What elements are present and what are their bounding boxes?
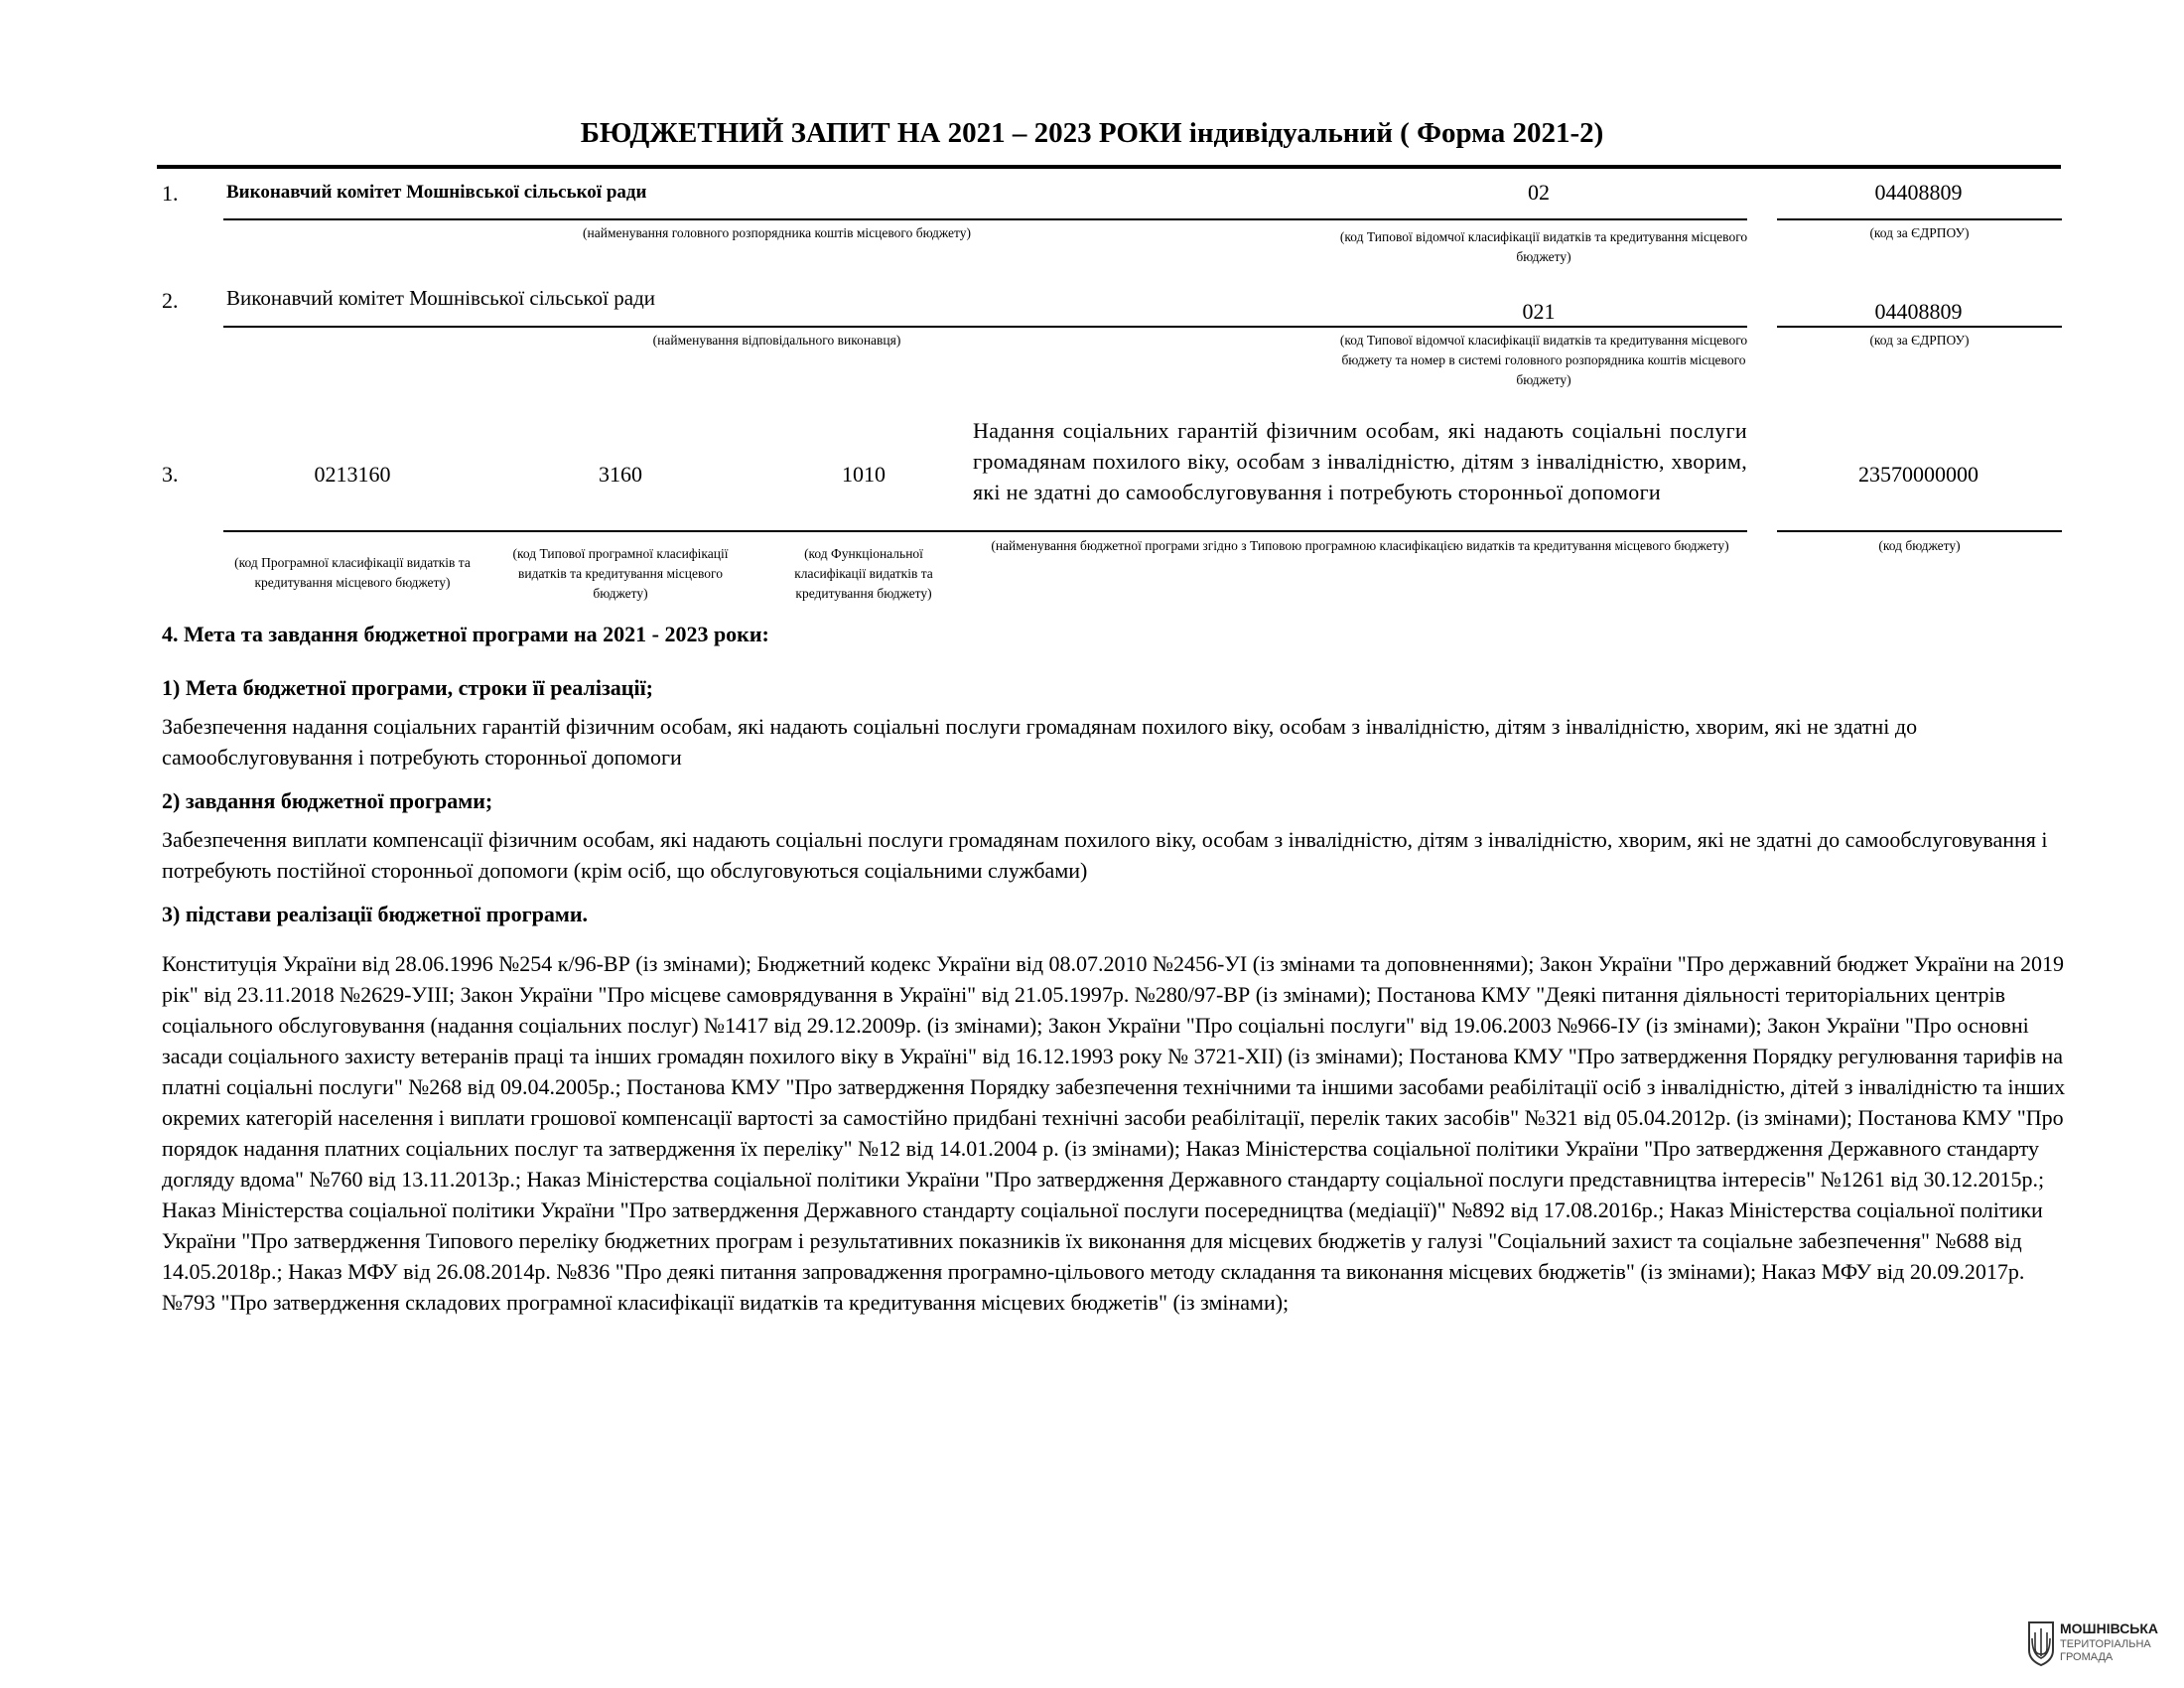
row2-code: 021 <box>1522 299 1556 324</box>
row2-code-line <box>1330 326 1747 328</box>
logo-sub2: ГРОМАДА <box>2060 1651 2114 1663</box>
row3-budget-code-caption: (код бюджету) <box>1878 538 1961 553</box>
header-rule <box>157 165 2061 169</box>
row2-edrpou-caption: (код за ЄДРПОУ) <box>1869 333 1970 348</box>
row2-name-line <box>223 326 1330 328</box>
row1-name-caption: (найменування головного розпорядника коштів місцевого бюджету) <box>583 225 971 240</box>
row3-line <box>223 530 1747 532</box>
row1-edrpou-line <box>1777 218 2062 220</box>
row1-code: 02 <box>1528 180 1550 205</box>
basis-text: Конституція України від 28.06.1996 №254 к/96-ВР (із змінами); Бюджетний кодекс України від 08.07.2010 №2456-УІ (із змінами та доповненнями); Закон України "Про державний бюджет України на 2019 рік" від 23.11.2018 №2629-УІІІ; Закон України "Про місцеве самоврядування в Україні" від 21.05.1997р. №280/97-ВР (із змінами); Постанова КМУ "Деякі питання діяльності територіальних центрів соціального обслуговування (надання соціальних послуг) №1417 від 29.12.2009р. (із змінами); Закон України "Про соціальні послуги" від 19.06.2003 №966-ІУ (із змінами); Закон України "Про основні засади соціального захисту ветеранів праці та інших громадян похилого віку в Україні" від 16.12.1993 року № 3721-XII) (із змінами); Постанова КМУ "Про затвердження Порядку регулювання тарифів на платні соціальні послуги" №268 від 09.04.2005р.; Постанова КМУ "Про затвердження Порядку забезпечення технічними та іншими засобами реабілітації осіб з інвалідністю, дітей з інвалідністю та інших окремих категорій населення і виплати грошової компенсації вартості за самостійно придбані технічні засоби реабілітації, перелік таких засобів" №321 від 05.04.2012р. (із змінами); Постанова КМУ "Про порядок надання платних соціальних послуг та затвердження їх переліку" №12 від 14.01.2004 р. (із змінами); Наказ Міністерства соціальної політики України "Про затвердження Державного стандарту догляду вдома" №760 від 13.11.2013р.; Наказ Міністерства соціальної політики України "Про затвердження Державного стандарту соціальної послуги представництва інтересів" №1261 від 30.12.2015р.; Наказ Міністерства соціальної політики України "Про затвердження Державного стандарту соціальної послуги посередництва (медіації)" №892 від 17.08.2016р.; Наказ Міністерства соціальної політики України "Про затвердження Типового переліку бюджетних програм і результативних показників їх виконання для місцевих бюджетів у галузі "Соціальний захист та соціальне забезпечення" №688 від 14.05.2018р.; Наказ МФУ від 26.08.2014р. №836 "Про деякі питання запровадження програмно-цільового методу складання та виконання місцевих бюджетів" (із змінами); Наказ МФУ від 20.09.2017р. №793 "Про затвердження складових програмної класифікації видатків та кредитування місцевих бюджетів" (із змінами); <box>162 951 2066 1315</box>
basis-heading: 3) підстави реалізації бюджетної програми. <box>162 902 589 926</box>
trident-icon <box>2027 1620 2055 1666</box>
community-logo <box>2027 1620 2166 1670</box>
row1-code-caption: (код Типової відомчої класифікації видатків та кредитування місцевого бюджету) <box>1339 229 1748 264</box>
row3-program-code: 0213160 <box>314 462 391 487</box>
row3-program-code-caption: (код Програмної класифікації видатків та кредитування місцевого бюджету) <box>234 555 471 590</box>
row2-number: 2. <box>162 288 179 313</box>
row2-code-caption: (код Типової відомчої класифікації видатків та кредитування місцевого бюджету та номер в системі головного розпорядника коштів місцевого бюджету) <box>1339 333 1748 387</box>
row1-number: 1. <box>162 181 179 206</box>
logo-name: МОШНІВСЬКА <box>2060 1620 2159 1636</box>
goal-heading: 1) Мета бюджетної програми, строки її реалізації; <box>162 675 654 700</box>
row3-program-name-caption: (найменування бюджетної програми згідно з Типовою програмною класифікацією видатків та кредитування місцевого бюджету) <box>991 538 1729 553</box>
logo-sub1: ТЕРИТОРІАЛЬНА <box>2060 1638 2151 1650</box>
page-title: БЮДЖЕТНИЙ ЗАПИТ НА 2021 – 2023 РОКИ індивідуальний ( Форма 2021-2) <box>580 117 1604 149</box>
row1-code-line <box>1330 218 1747 220</box>
row1-edrpou: 04408809 <box>1874 180 1963 205</box>
row2-edrpou-line <box>1777 326 2062 328</box>
row2-name-caption: (найменування відповідального виконавця) <box>652 333 901 348</box>
row3-number: 3. <box>162 462 179 487</box>
row3-typical-code-caption: (код Типової програмної класифікації видатків та кредитування місцевого бюджету) <box>512 546 729 601</box>
row3-budget-code: 23570000000 <box>1858 462 1979 487</box>
row2-edrpou: 04408809 <box>1874 299 1963 324</box>
row3-functional-code: 1010 <box>842 462 886 487</box>
row2-name: Виконавчий комітет Мошнівської сільської ради <box>226 286 656 310</box>
row3-typical-code: 3160 <box>599 462 642 487</box>
tasks-text: Забезпечення виплати компенсації фізичним особам, які надають соціальні послуги громадянам похилого віку, особам з інвалідністю, дітям з інвалідністю, хворим, які не здатні до самообслуговування і потребують постійної сторонньої допомоги (крім осіб, що обслуговуються соціальними службами) <box>162 827 2048 883</box>
row1-edrpou-caption: (код за ЄДРПОУ) <box>1869 225 1970 240</box>
row3-functional-code-caption: (код Функціональної класифікації видатків та кредитування бюджету) <box>794 546 933 601</box>
goal-text: Забезпечення надання соціальних гарантій фізичним особам, які надають соціальні послуги громадянам похилого віку, особам з інвалідністю, дітям з інвалідністю, хворим, які не здатні до самообслуговування і потребують сторонньої допомоги <box>162 714 1918 770</box>
row1-name-line <box>223 218 1330 220</box>
row1-name: Виконавчий комітет Мошнівської сільської ради <box>226 182 647 203</box>
section4-heading: 4. Мета та завдання бюджетної програми на 2021 - 2023 роки: <box>162 622 769 646</box>
row3-budget-line <box>1777 530 2062 532</box>
tasks-heading: 2) завдання бюджетної програми; <box>162 788 493 813</box>
row3-program-name: Надання соціальних гарантій фізичним особам, які надають соціальні послуги громадянам похилого віку, особам з інвалідністю, дітям з інвалідністю, хворим, які не здатні до самообслуговування і потребують сторонньої допомоги <box>973 418 1747 504</box>
